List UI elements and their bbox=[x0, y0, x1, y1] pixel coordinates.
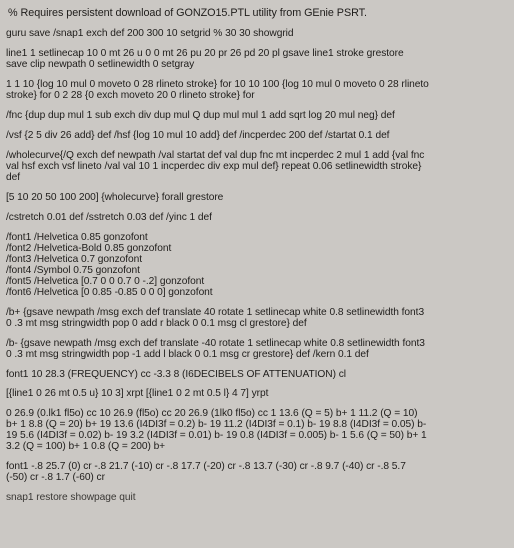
paragraph-fnc bbox=[6, 110, 506, 121]
paragraph-y-labels bbox=[6, 461, 506, 483]
text-line: /b+ {gsave newpath /msg exch def translate 40 rotate 1 setlinecap white 0.8 setlinewidth font3 bbox=[6, 307, 425, 318]
paragraph-forall bbox=[6, 192, 506, 203]
text-line: [5 10 20 50 100 200] {wholecurve} forall grestore bbox=[6, 192, 224, 203]
text-line: /font1 /Helvetica 0.85 gonzofont bbox=[6, 232, 148, 243]
paragraph-ticks bbox=[6, 388, 506, 399]
paragraph-footer bbox=[6, 492, 506, 503]
text-line: font1 -.8 25.7 (0) cr -.8 21.7 (-10) cr -.8 17.7 (-20) cr -.8 13.7 (-30) cr -.8 9.7 (-40) cr -.8 5.7 bbox=[6, 461, 406, 472]
text-line: 0 26.9 (0.lk1 fl5o) cc 10 26.9 (fl5o) cc 20 26.9 (1lk0 fl5o) cc 1 13.6 (Q = 5) b+ 1 11.2 (Q = 10) bbox=[6, 408, 418, 419]
text-line: (-50) cr -.8 1.7 (-60) cr bbox=[6, 472, 105, 483]
paragraph-header-comment bbox=[8, 8, 506, 19]
text-line: % Requires persistent download of GONZO15.PTL utility from GEnie PSRT. bbox=[8, 7, 367, 19]
text-line: val hsf exch vsf lineto /val val 10 1 incperdec div exp mul def} repeat 0.06 setlinewidth stroke} bbox=[6, 161, 422, 172]
text-line: /font4 /Symbol 0.75 gonzofont bbox=[6, 265, 140, 276]
text-line: 0 .3 mt msg stringwidth pop -1 add l black 0 0.1 msg cr grestore} def /kern 0.1 def bbox=[6, 349, 369, 360]
paragraph-b-plus bbox=[6, 307, 506, 329]
text-line: def bbox=[6, 172, 21, 183]
text-line: /font5 /Helvetica [0.7 0 0 0.7 0 -.2] gonzofont bbox=[6, 276, 205, 287]
paragraph-stretch bbox=[6, 212, 506, 223]
text-line: 19 5.6 (I4DI3f = 0.02) b- 19 3.2 (I4DI3f = 0.01) b- 19 0.8 (I4DI3f = 0.005) b- 1 5.6 (Q = 50) b+ 1 bbox=[6, 430, 427, 441]
text-line: /vsf {2 5 div 26 add} def /hsf {log 10 mul 10 add} def /incperdec 200 def /startat 0.1 def bbox=[6, 130, 390, 141]
paragraph-axis-titles bbox=[6, 369, 506, 380]
text-line: /wholecurve{/Q exch def newpath /val startat def val dup fnc mt incperdec 2 mul 1 add {val fnc bbox=[6, 150, 425, 161]
text-line: 3.2 (Q = 100) b+ 1 0.8 (Q = 200) b+ bbox=[6, 441, 166, 452]
paragraph-fonts bbox=[6, 232, 506, 298]
text-line: guru save /snap1 exch def 200 300 10 setgrid % 30 30 showgrid bbox=[6, 28, 294, 39]
text-line: b+ 1 8.8 (Q = 20) b+ 19 13.6 (I4DI3f = 0.2) b- 19 11.2 (I4DI3f = 0.1) b- 19 8.8 (I4DI3f = 0.05) b- bbox=[6, 419, 427, 430]
text-line: /b- {gsave newpath /msg exch def translate -40 rotate 1 setlinecap white 0.8 setlinewidth font3 bbox=[6, 338, 425, 349]
text-line: /font3 /Helvetica 0.7 gonzofont bbox=[6, 254, 143, 265]
text-line: font1 10 28.3 (FREQUENCY) cc -3.3 8 (I6DECIBELS OF ATTENUATION) cl bbox=[6, 369, 346, 380]
text-line: /cstretch 0.01 def /sstretch 0.03 def /yinc 1 def bbox=[6, 212, 212, 223]
text-line: line1 1 setlinecap 10 0 mt 26 u 0 0 mt 26 pu 20 pr 26 pd 20 pl gsave line1 stroke grestore bbox=[6, 48, 404, 59]
text-line: /fnc {dup dup mul 1 sub exch div dup mul Q dup mul mul 1 add sqrt log 20 mul neg} def bbox=[6, 110, 395, 121]
text-line: 0 .3 mt msg stringwidth pop 0 add r black 0 0.1 msg cl grestore} def bbox=[6, 318, 307, 329]
text-line: save clip newpath 0 setlinewidth 0 setgray bbox=[6, 59, 195, 70]
text-line: 1 1 10 {log 10 mul 0 moveto 0 28 rlineto stroke} for 10 10 100 {log 10 mul 0 moveto 0 28 rlineto bbox=[6, 79, 429, 90]
text-line: [{line1 0 26 mt 0.5 u} 10 3] xrpt [{line1 0 2 mt 0.5 l} 4 7] yrpt bbox=[6, 388, 269, 399]
text-line: /font2 /Helvetica-Bold 0.85 gonzofont bbox=[6, 243, 172, 254]
text-line: /font6 /Helvetica [0 0.85 -0.85 0 0 0] gonzofont bbox=[6, 287, 213, 298]
text-line: snap1 restore showpage quit bbox=[6, 492, 136, 503]
paragraph-wholecurve bbox=[6, 150, 506, 183]
text-line: stroke} for 0 2 28 {0 exch moveto 20 0 rlineto stroke} for bbox=[6, 90, 255, 101]
paragraph-grid-lines bbox=[6, 48, 506, 70]
paragraph-b-minus bbox=[6, 338, 506, 360]
paragraph-scale-factors bbox=[6, 130, 506, 141]
paragraph-setup bbox=[6, 28, 506, 39]
paragraph-curve-labels bbox=[6, 408, 506, 452]
paragraph-log-grid bbox=[6, 79, 506, 101]
